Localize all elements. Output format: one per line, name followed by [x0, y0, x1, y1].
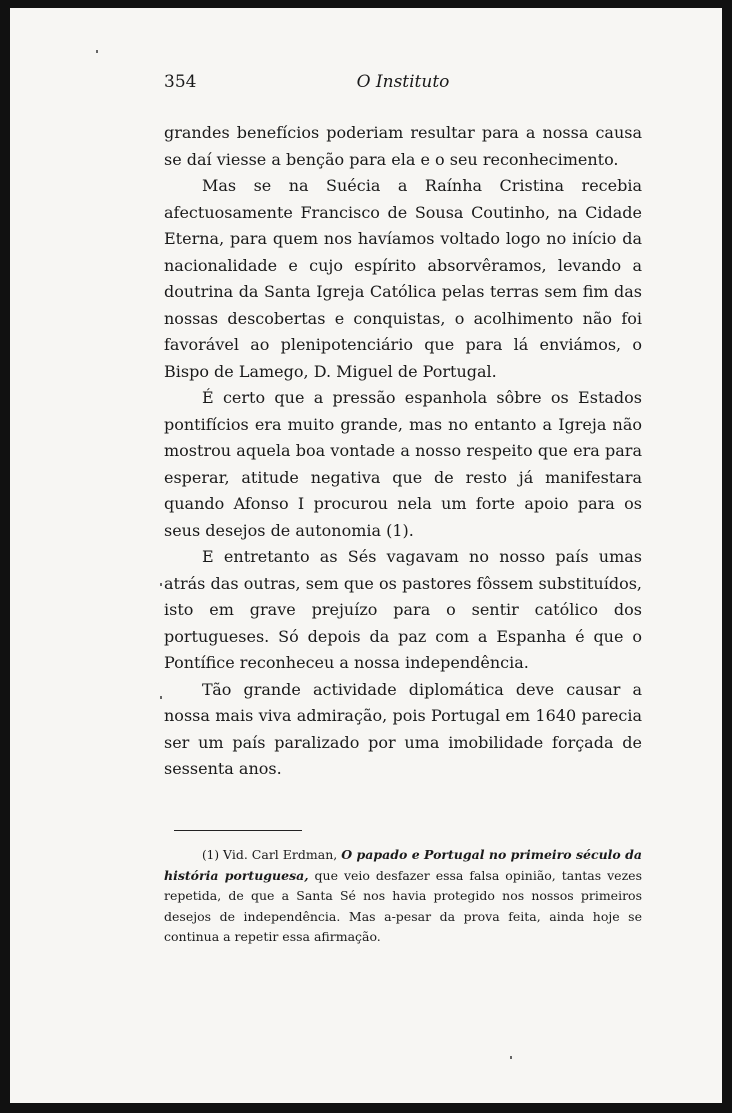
footnote-cited-title: O papado e Portugal no primeiro século da história portuguesa,: [164, 847, 642, 883]
footnote-text: que veio desfazer essa falsa opinião, tantas vezes repetida, de que a Santa Sé nos havia protegido nos nossos primeiros desejos de independência. Mas a-pesar da prova feita, ainda hoje se continua a repetir essa afirmação.: [164, 867, 642, 944]
running-title: O Instituto: [356, 72, 450, 92]
scan-speck: [510, 1056, 512, 1059]
paragraph-2: Mas se na Suécia a Raínha Cristina recebia afectuosamente Francisco de Sousa Coutinho, na Cidade Eterna, para quem nos havíamos voltado logo no início da nacionalidade e cujo espírito absorvêramos, levando a doutrina da Santa Igreja Católica pelas terras sem fim das nossas descobertas e conquistas, o acolhimento não foi favorável ao plenipotenciário que para lá enviámos, o Bispo de Lamego, D. Miguel de Portugal.: [164, 176, 642, 381]
footnote-lead: Vid. Carl Erdman,: [223, 847, 338, 862]
paragraph-5: Tão grande actividade diplomática deve causar a nossa mais viva admiração, pois Portugal em 1640 parecia ser um país paralizado por uma imobilidade forçada de sessenta anos.: [164, 679, 642, 778]
body-text: [164, 120, 642, 783]
paragraph-1: grandes benefícios poderiam resultar para a nossa causa se daí viesse a benção para ela e o seu reconhecimento.: [164, 123, 642, 169]
page-header: [164, 72, 642, 96]
paragraph-4: E entretanto as Sés vagavam no nosso país umas atrás das outras, sem que os pastores fôssem substituídos, isto em grave prejuízo para o sentir católico dos portugueses. Só depois da paz com a Espanha é que o Pontífice reconheceu a nossa independência.: [164, 547, 642, 672]
scan-speck: [96, 50, 98, 53]
scan-speck: [160, 583, 162, 586]
footnote: [164, 845, 642, 948]
scan-speck: [160, 696, 162, 699]
footnote-rule: [174, 830, 302, 831]
paragraph-3: É certo que a pressão espanhola sôbre os Estados pontifícios era muito grande, mas no entanto a Igreja não mostrou aquela boa vontade a nosso respeito que era para esperar, atitude negativa que de resto já manifestara quando Afonso I procurou nela um forte apoio para os seus desejos de autonomia (1).: [164, 388, 642, 540]
footnote-number: (1): [202, 848, 219, 862]
page-number: 354: [164, 72, 197, 92]
